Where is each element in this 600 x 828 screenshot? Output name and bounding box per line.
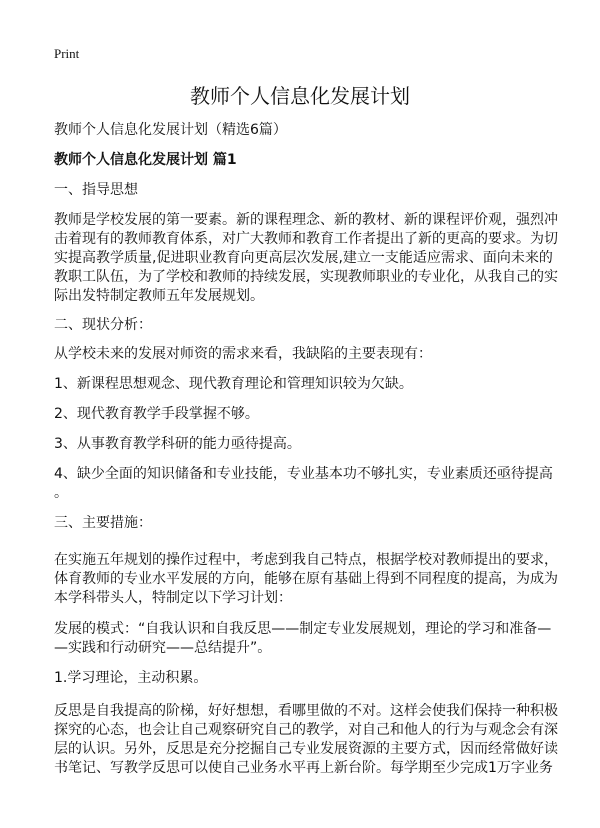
list-item: 1、新课程思想观念、现代教育理论和管理知识较为欠缺。 (54, 376, 413, 392)
page-title: 教师个人信息化发展计划 (190, 84, 410, 108)
text-line: 教师是学校发展的第一要素。新的课程理念、新的教材、新的课程评价观，强烈冲 (54, 212, 558, 228)
text-line: 反思是自我提高的阶梯，好好想想，看哪里做的不对。这样会使我们保持一种积极 (54, 703, 558, 719)
text-line: 体育教师的专业水平发展的方向，能够在原有基础上得到不同程度的提高，为成为 (54, 571, 558, 587)
text-line: 在实施五年规划的操作过程中，考虑到我自己特点，根据学校对教师提出的要求， (54, 552, 558, 568)
heading-status-analysis: 二、现状分析： (54, 317, 152, 333)
paragraph-5 (54, 702, 558, 778)
section-heading: 教师个人信息化发展计划 篇1 (54, 152, 237, 168)
paragraph-1 (54, 211, 558, 306)
text-line: 4、缺少全面的知识储备和专业技能，专业基本功不够扎实，专业素质还亟待提高 (54, 466, 553, 482)
text-line: 书笔记、写教学反思可以使自己业务水平再上新台阶。每学期至少完成1万字业务 (54, 760, 553, 776)
text-line: —实践和行动研究——总结提升”。 (54, 640, 272, 656)
paragraph-2: 从学校未来的发展对师资的需求来看，我缺陷的主要表现有： (54, 346, 432, 362)
text-line: 击着现有的教师教育体系，对广大教师和教育工作者提出了新的更高的要求。为切 (54, 231, 558, 247)
paragraph-4 (54, 620, 551, 658)
list-item: 2、现代教育教学手段掌握不够。 (54, 406, 259, 422)
list-item (54, 465, 553, 503)
subtitle: 教师个人信息化发展计划（精选6篇） (54, 122, 287, 138)
paragraph-3 (54, 551, 558, 608)
text-line: 。 (54, 485, 68, 501)
text-line: 层的认识。另外，反思是充分挖掘自己专业发展资源的主要方式，因而经常做好读 (54, 741, 558, 757)
text-line: 教职工队伍，为了学校和教师的持续发展，实现教师职业的专业化，从我自己的实 (54, 269, 558, 285)
print-link[interactable]: Print (54, 46, 80, 61)
heading-main-measures: 三、主要措施： (54, 515, 152, 531)
text-line: 探究的心态，也会让自己观察研究自己的教学，对自己和他人的行为与观念会有深 (54, 722, 558, 738)
text-line: 本学科带头人，特制定以下学习计划： (54, 590, 292, 606)
heading-guiding-thought: 一、指导思想 (54, 182, 138, 198)
list-item: 3、从事教育教学科研的能力亟待提高。 (54, 436, 301, 452)
text-line: 发展的模式：“自我认识和自我反思——制定专业发展规划，理论的学习和准备— (54, 621, 552, 637)
heading-study-theory: 1.学习理论，主动积累。 (54, 670, 208, 686)
text-line: 际出发特制定教师五年发展规划。 (54, 288, 264, 304)
text-line: 实提高教学质量,促进职业教育向更高层次发展,建立一支能适应需求、面向未来的 (54, 250, 553, 266)
